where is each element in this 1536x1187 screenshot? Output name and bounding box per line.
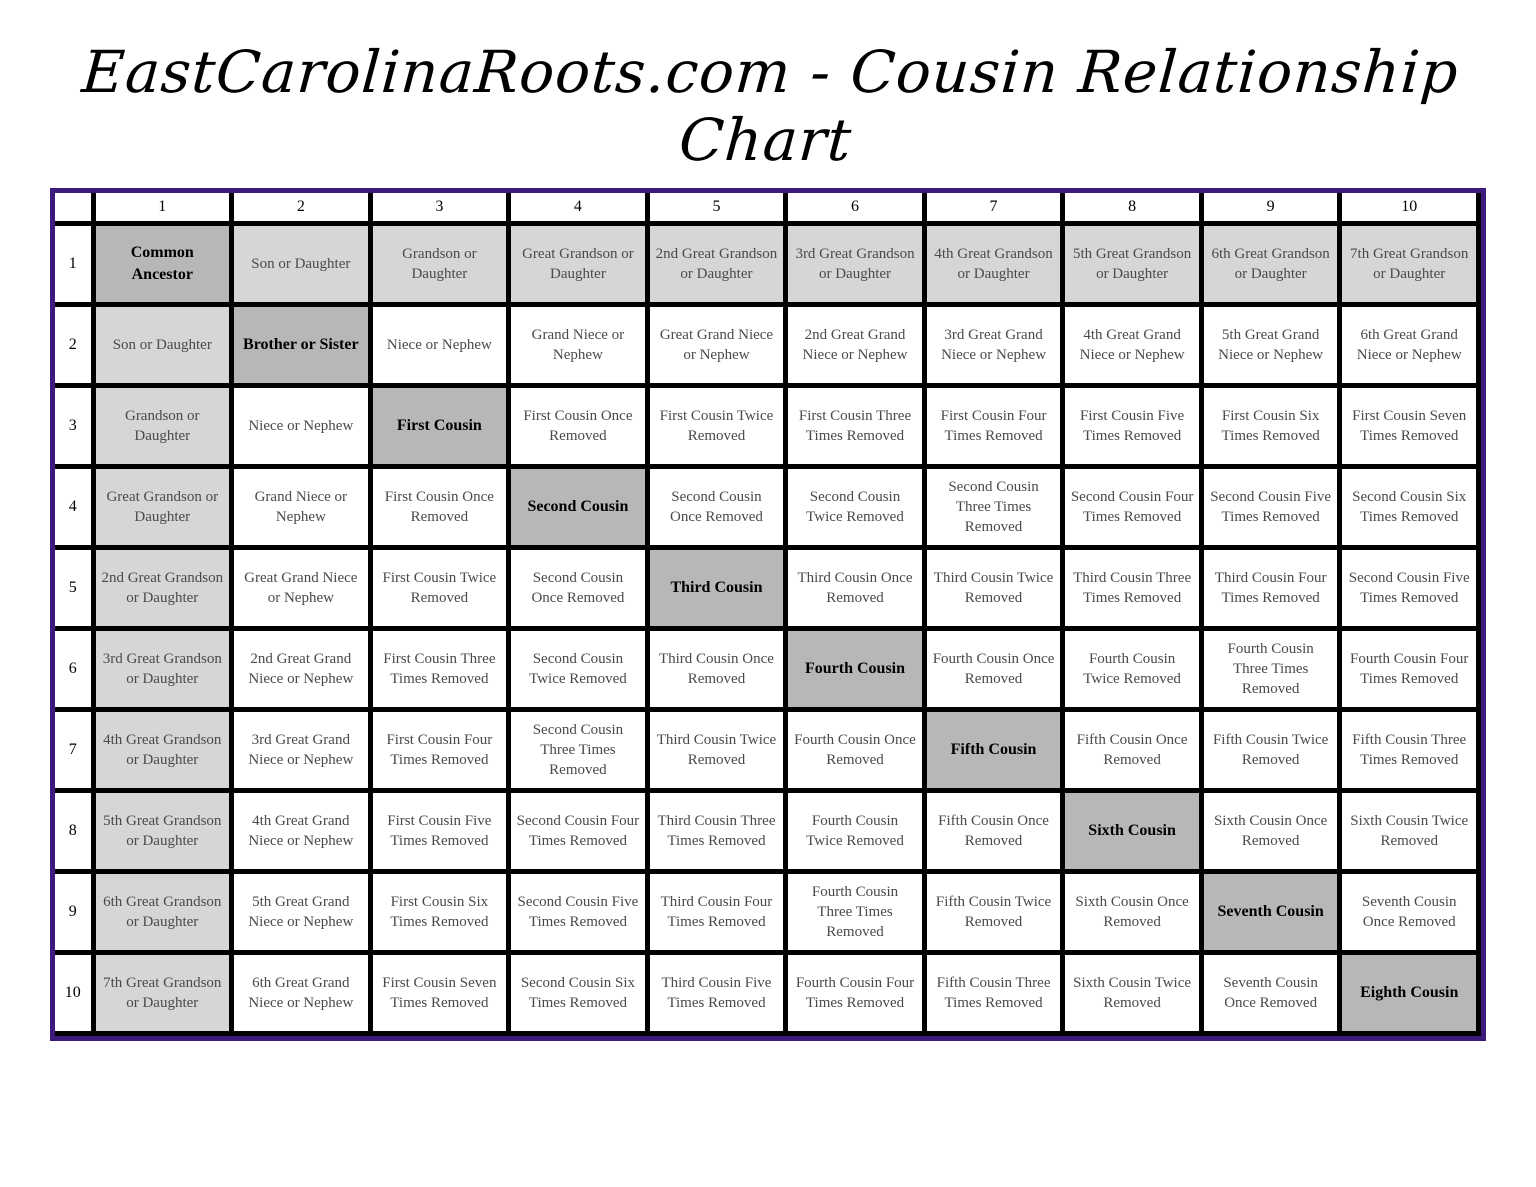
relationship-cell: Second Cousin Three Times Removed bbox=[509, 710, 648, 791]
relationship-cell: Sixth Cousin Once Removed bbox=[1201, 791, 1340, 872]
relationship-cell: Third Cousin Three Times Removed bbox=[647, 791, 786, 872]
relationship-cell: Second Cousin Five Times Removed bbox=[1340, 548, 1479, 629]
relationship-cell: Second Cousin Four Times Removed bbox=[1063, 467, 1202, 548]
row-header: 8 bbox=[55, 791, 93, 872]
row-header: 10 bbox=[55, 953, 93, 1034]
column-header: 1 bbox=[93, 193, 232, 224]
relationship-cell: Son or Daughter bbox=[93, 305, 232, 386]
relationship-cell: 5th Great Grand Niece or Nephew bbox=[1201, 305, 1340, 386]
relationship-cell: Brother or Sister bbox=[232, 305, 371, 386]
relationship-cell: Fourth Cousin Four Times Removed bbox=[786, 953, 925, 1034]
column-header-row bbox=[55, 193, 1479, 224]
relationship-cell: Fourth Cousin Once Removed bbox=[924, 629, 1063, 710]
relationship-cell: Niece or Nephew bbox=[370, 305, 509, 386]
corner-cell bbox=[55, 193, 93, 224]
relationship-cell: Second Cousin Once Removed bbox=[647, 467, 786, 548]
relationship-cell: Second Cousin bbox=[509, 467, 648, 548]
table-row bbox=[55, 872, 1479, 953]
relationship-cell: Second Cousin Four Times Removed bbox=[509, 791, 648, 872]
relationship-cell: Fifth Cousin Three Times Removed bbox=[1340, 710, 1479, 791]
relationship-cell: Fourth Cousin Twice Removed bbox=[786, 791, 925, 872]
relationship-cell: First Cousin bbox=[370, 386, 509, 467]
relationship-cell: 6th Great Grand Niece or Nephew bbox=[1340, 305, 1479, 386]
relationship-cell: 4th Great Grand Niece or Nephew bbox=[232, 791, 371, 872]
column-header: 7 bbox=[924, 193, 1063, 224]
relationship-cell: First Cousin Seven Times Removed bbox=[1340, 386, 1479, 467]
relationship-cell: Fourth Cousin Three Times Removed bbox=[786, 872, 925, 953]
relationship-cell: Second Cousin Five Times Removed bbox=[1201, 467, 1340, 548]
row-header: 9 bbox=[55, 872, 93, 953]
relationship-cell: Second Cousin Six Times Removed bbox=[1340, 467, 1479, 548]
relationship-cell: First Cousin Twice Removed bbox=[647, 386, 786, 467]
relationship-cell: Grand Niece or Nephew bbox=[232, 467, 371, 548]
relationship-cell: 3rd Great Grand Niece or Nephew bbox=[232, 710, 371, 791]
relationship-cell: 4th Great Grandson or Daughter bbox=[924, 224, 1063, 305]
relationship-cell: 6th Great Grandson or Daughter bbox=[1201, 224, 1340, 305]
table-row bbox=[55, 224, 1479, 305]
relationship-cell: 2nd Great Grand Niece or Nephew bbox=[232, 629, 371, 710]
relationship-cell: Third Cousin Twice Removed bbox=[924, 548, 1063, 629]
relationship-cell: First Cousin Four Times Removed bbox=[370, 710, 509, 791]
relationship-cell: Fifth Cousin Twice Removed bbox=[924, 872, 1063, 953]
relationship-cell: 5th Great Grand Niece or Nephew bbox=[232, 872, 371, 953]
relationship-cell: Common Ancestor bbox=[93, 224, 232, 305]
column-header: 9 bbox=[1201, 193, 1340, 224]
relationship-cell: Second Cousin Once Removed bbox=[509, 548, 648, 629]
relationship-cell: Great Grand Niece or Nephew bbox=[647, 305, 786, 386]
relationship-cell: First Cousin Twice Removed bbox=[370, 548, 509, 629]
relationship-cell: First Cousin Seven Times Removed bbox=[370, 953, 509, 1034]
relationship-cell: Seventh Cousin Once Removed bbox=[1201, 953, 1340, 1034]
relationship-cell: 5th Great Grandson or Daughter bbox=[1063, 224, 1202, 305]
relationship-cell: First Cousin Once Removed bbox=[370, 467, 509, 548]
relationship-cell: Third Cousin Twice Removed bbox=[647, 710, 786, 791]
relationship-cell: 4th Great Grand Niece or Nephew bbox=[1063, 305, 1202, 386]
column-header: 2 bbox=[232, 193, 371, 224]
relationship-cell: First Cousin Once Removed bbox=[509, 386, 648, 467]
row-header: 4 bbox=[55, 467, 93, 548]
relationship-cell: Fourth Cousin Three Times Removed bbox=[1201, 629, 1340, 710]
relationship-cell: 4th Great Grandson or Daughter bbox=[93, 710, 232, 791]
relationship-cell: 7th Great Grandson or Daughter bbox=[1340, 224, 1479, 305]
relationship-cell: Third Cousin Five Times Removed bbox=[647, 953, 786, 1034]
row-header: 1 bbox=[55, 224, 93, 305]
relationship-cell: Sixth Cousin Twice Removed bbox=[1063, 953, 1202, 1034]
table-row bbox=[55, 386, 1479, 467]
relationship-cell: Third Cousin Three Times Removed bbox=[1063, 548, 1202, 629]
row-header: 3 bbox=[55, 386, 93, 467]
relationship-cell: Sixth Cousin Once Removed bbox=[1063, 872, 1202, 953]
page-title: EastCarolinaRoots.com - Cousin Relationship Chart bbox=[79, 38, 1461, 174]
relationship-cell: Second Cousin Twice Removed bbox=[786, 467, 925, 548]
relationship-cell: Grand Niece or Nephew bbox=[509, 305, 648, 386]
column-header: 8 bbox=[1063, 193, 1202, 224]
relationship-cell: Fifth Cousin Three Times Removed bbox=[924, 953, 1063, 1034]
column-header: 4 bbox=[509, 193, 648, 224]
relationship-cell: First Cousin Four Times Removed bbox=[924, 386, 1063, 467]
chart-outer-border bbox=[50, 188, 1486, 1041]
row-header: 6 bbox=[55, 629, 93, 710]
relationship-cell: Fifth Cousin Once Removed bbox=[924, 791, 1063, 872]
relationship-cell: Fifth Cousin bbox=[924, 710, 1063, 791]
column-header: 5 bbox=[647, 193, 786, 224]
relationship-cell: First Cousin Five Times Removed bbox=[1063, 386, 1202, 467]
relationship-cell: Grandson or Daughter bbox=[93, 386, 232, 467]
relationship-cell: Fourth Cousin Twice Removed bbox=[1063, 629, 1202, 710]
relationship-cell: 6th Great Grand Niece or Nephew bbox=[232, 953, 371, 1034]
relationship-cell: 2nd Great Grandson or Daughter bbox=[647, 224, 786, 305]
table-row bbox=[55, 305, 1479, 386]
row-header: 7 bbox=[55, 710, 93, 791]
row-header: 5 bbox=[55, 548, 93, 629]
relationship-cell: Great Grand Niece or Nephew bbox=[232, 548, 371, 629]
relationship-cell: 6th Great Grandson or Daughter bbox=[93, 872, 232, 953]
relationship-cell: 5th Great Grandson or Daughter bbox=[93, 791, 232, 872]
relationship-cell: First Cousin Three Times Removed bbox=[786, 386, 925, 467]
relationship-cell: 2nd Great Grand Niece or Nephew bbox=[786, 305, 925, 386]
cousin-relationship-table bbox=[55, 193, 1481, 1036]
relationship-cell: Eighth Cousin bbox=[1340, 953, 1479, 1034]
relationship-cell: First Cousin Six Times Removed bbox=[370, 872, 509, 953]
row-header: 2 bbox=[55, 305, 93, 386]
relationship-cell: Seventh Cousin Once Removed bbox=[1340, 872, 1479, 953]
relationship-cell: 7th Great Grandson or Daughter bbox=[93, 953, 232, 1034]
relationship-cell: First Cousin Six Times Removed bbox=[1201, 386, 1340, 467]
column-header: 10 bbox=[1340, 193, 1479, 224]
relationship-cell: Second Cousin Three Times Removed bbox=[924, 467, 1063, 548]
relationship-cell: Seventh Cousin bbox=[1201, 872, 1340, 953]
table-row bbox=[55, 467, 1479, 548]
relationship-cell: Third Cousin Once Removed bbox=[647, 629, 786, 710]
relationship-cell: 3rd Great Grand Niece or Nephew bbox=[924, 305, 1063, 386]
relationship-cell: 3rd Great Grandson or Daughter bbox=[786, 224, 925, 305]
table-row bbox=[55, 953, 1479, 1034]
relationship-cell: Fourth Cousin bbox=[786, 629, 925, 710]
relationship-cell: Grandson or Daughter bbox=[370, 224, 509, 305]
relationship-cell: Third Cousin bbox=[647, 548, 786, 629]
relationship-cell: 2nd Great Grandson or Daughter bbox=[93, 548, 232, 629]
relationship-cell: Second Cousin Six Times Removed bbox=[509, 953, 648, 1034]
table-row bbox=[55, 710, 1479, 791]
relationship-cell: Third Cousin Once Removed bbox=[786, 548, 925, 629]
column-header: 3 bbox=[370, 193, 509, 224]
relationship-cell: Third Cousin Four Times Removed bbox=[647, 872, 786, 953]
relationship-cell: Niece or Nephew bbox=[232, 386, 371, 467]
relationship-cell: Sixth Cousin bbox=[1063, 791, 1202, 872]
relationship-cell: Fourth Cousin Four Times Removed bbox=[1340, 629, 1479, 710]
relationship-cell: Fifth Cousin Once Removed bbox=[1063, 710, 1202, 791]
table-row bbox=[55, 548, 1479, 629]
relationship-cell: Third Cousin Four Times Removed bbox=[1201, 548, 1340, 629]
relationship-cell: Second Cousin Twice Removed bbox=[509, 629, 648, 710]
relationship-cell: Second Cousin Five Times Removed bbox=[509, 872, 648, 953]
relationship-cell: Fifth Cousin Twice Removed bbox=[1201, 710, 1340, 791]
table-row bbox=[55, 791, 1479, 872]
relationship-cell: Son or Daughter bbox=[232, 224, 371, 305]
relationship-cell: 3rd Great Grandson or Daughter bbox=[93, 629, 232, 710]
relationship-cell: Great Grandson or Daughter bbox=[93, 467, 232, 548]
table-row bbox=[55, 629, 1479, 710]
column-header: 6 bbox=[786, 193, 925, 224]
relationship-cell: Great Grandson or Daughter bbox=[509, 224, 648, 305]
relationship-cell: Fourth Cousin Once Removed bbox=[786, 710, 925, 791]
relationship-cell: First Cousin Three Times Removed bbox=[370, 629, 509, 710]
relationship-cell: First Cousin Five Times Removed bbox=[370, 791, 509, 872]
relationship-cell: Sixth Cousin Twice Removed bbox=[1340, 791, 1479, 872]
